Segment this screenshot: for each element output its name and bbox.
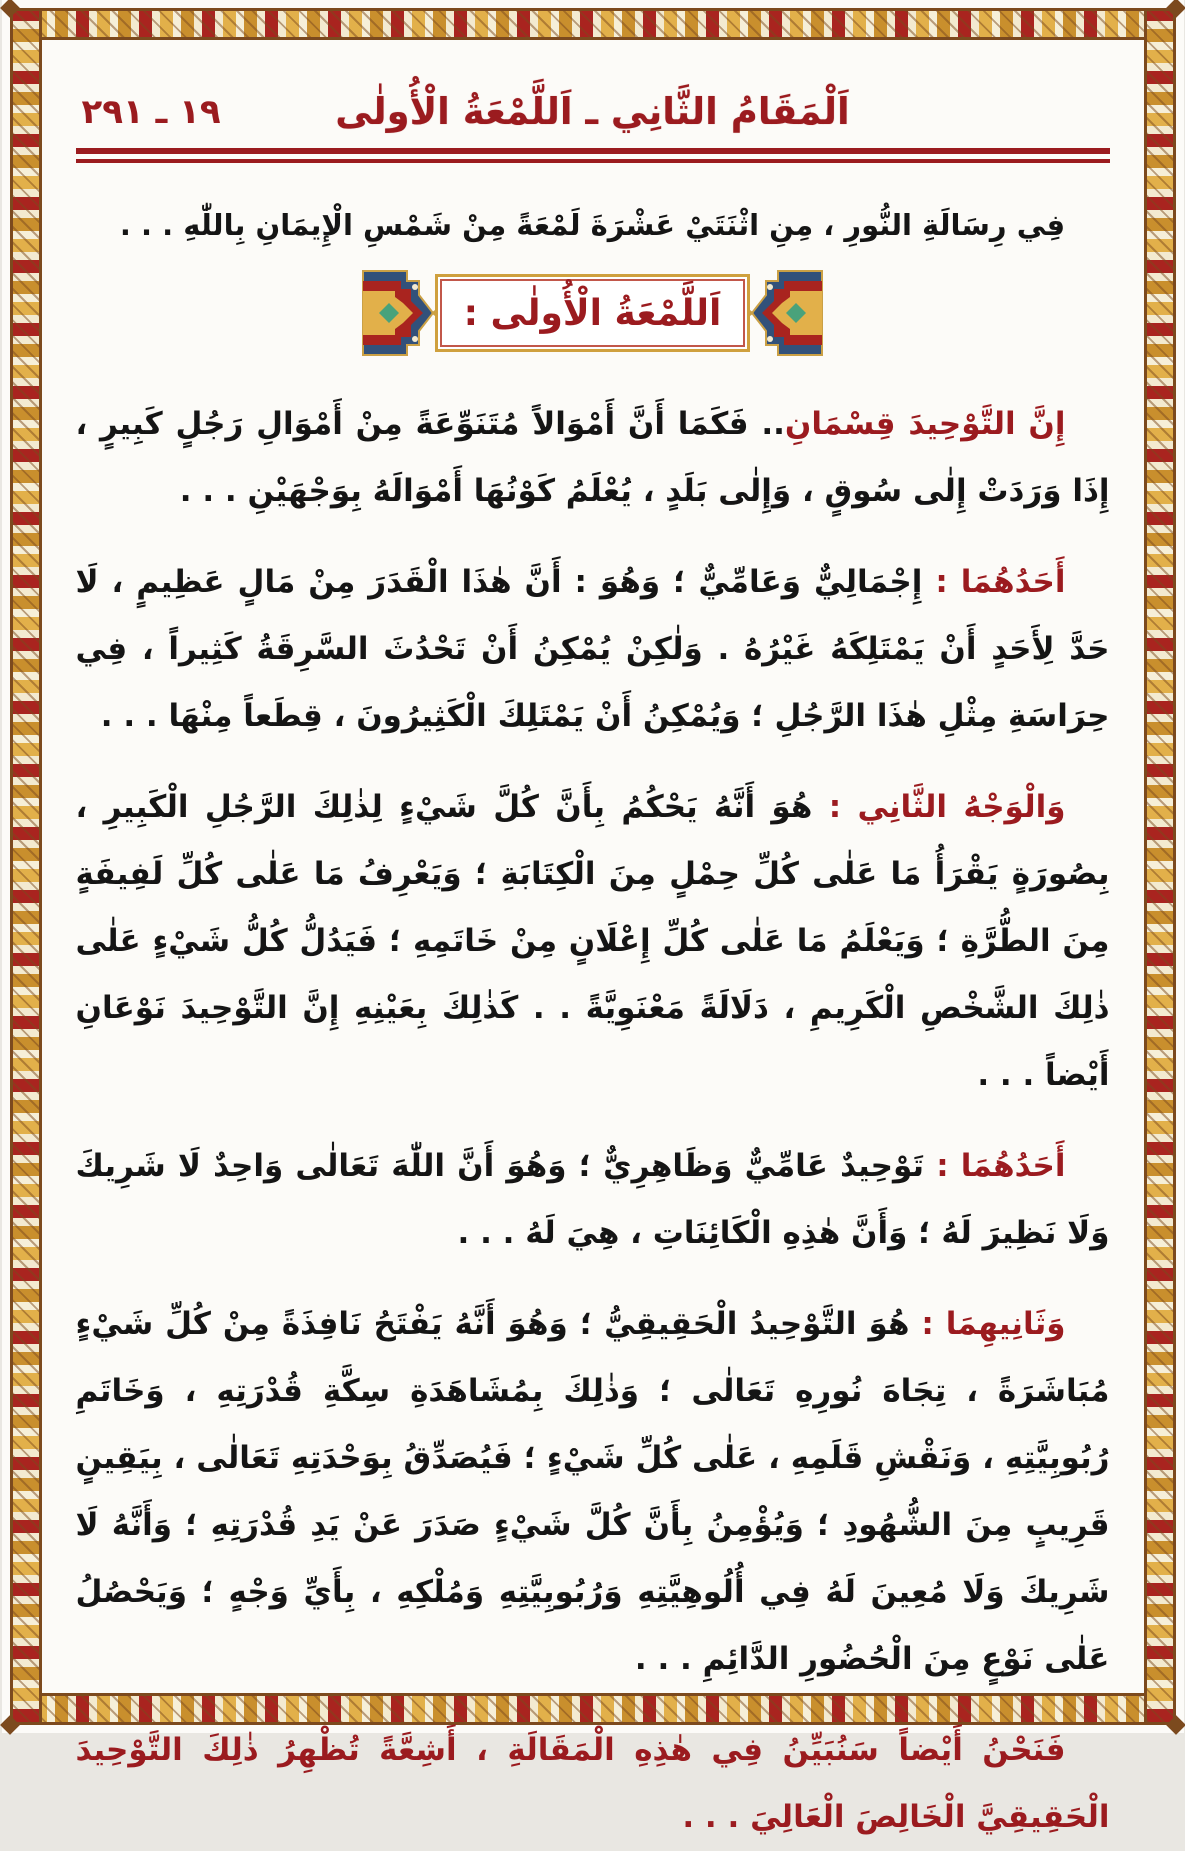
running-title: اَلْمَقَامُ الثَّانِي ـ اَللَّمْعَةُ الْأُولٰى [335, 90, 850, 133]
paragraph-body: تَوْحِيدٌ عَامِّيٌّ وَظَاهِرِيٌّ ؛ وَهُوَ أَنَّ اللّٰهَ تَعَالٰى وَاحِدٌ لَا شَرِيكَ وَلَا نَظِيرَ لَهُ ؛ وَأَنَّ هٰذِهِ الْكَائِنَاتِ ، هِيَ لَهُ . . . [75, 1148, 1110, 1251]
closing-paragraph [76, 1717, 1110, 1851]
frame-border-left [10, 8, 42, 1725]
arabesque-ornament-left-icon [744, 265, 822, 361]
paragraph-body: .. فَكَمَا أَنَّ أَمْوَالاً مُتَنَوِّعَةً مِنْ أَمْوَالِ رَجُلٍ كَبِيرٍ ، إِذَا وَرَدَتْ إِلٰى سُوقٍ ، وَإِلٰى بَلَدٍ ، يُعْلَمُ كَوْنُهَا أَمْوَالَهُ بِوَجْهَيْنِ . . . [75, 406, 1110, 509]
section-title: اَللَّمْعَةُ الْأُولٰى : [463, 292, 722, 334]
paragraph-lead: أَحَدُهُمَا : [936, 1148, 1066, 1184]
arabesque-ornament-right-icon [363, 265, 441, 361]
paragraph [76, 549, 1110, 750]
paragraph-lead: أَحَدُهُمَا : [935, 564, 1066, 600]
paragraph [76, 1291, 1110, 1693]
paragraph-lead: إِنَّ التَّوْحِيدَ قِسْمَانِ [784, 406, 1066, 442]
paragraph-body: إِجْمَالِيٌّ وَعَامِّيٌّ ؛ وَهُوَ : أَنَّ هٰذَا الْقَدَرَ مِنْ مَالٍ عَظِيمٍ ، لَا حَدَّ لِأَحَدٍ أَنْ يَمْتَلِكَهُ غَيْرُهُ . وَلٰكِنْ يُمْكِنُ أَنْ تَحْدُثَ السَّرِقَةُ كَثِيراً ، فِي حِرَاسَةِ مِثْلِ هٰذَا الرَّجُلِ ؛ وَيُمْكِنُ أَنْ يَمْتَلِكَ الْكَثِيرُونَ ، قِطَعاً مِنْهَا . . . [75, 564, 1110, 734]
paragraph [76, 774, 1110, 1109]
intro-line: فِي رِسَالَةِ النُّورِ ، مِنِ اثْنَتَيْ عَشْرَةَ لَمْعَةً مِنْ شَمْسِ الْإِيمَانِ بِاللّٰهِ . . . [119, 208, 1066, 242]
header-rule [76, 148, 1110, 163]
paragraph-body: فَنَحْنُ أَيْضاً سَنُبَيِّنُ فِي هٰذِهِ الْمَقَالَةِ ، أَشِعَّةً تُظْهِرُ ذٰلِكَ التَّوْحِيدَ الْحَقِيقِيَّ الْخَالِصَ الْعَالِيَ . . . [75, 1732, 1110, 1835]
frame-border-top [10, 8, 1176, 40]
paragraph-lead: وَالْوَجْهُ الثَّانِي : [828, 789, 1066, 825]
paragraph-body: هُوَ التَّوْحِيدُ الْحَقِيقِيُّ ؛ وَهُوَ أَنَّهُ يَفْتَحُ نَافِذَةً مِنْ كُلِّ شَيْءٍ مُبَاشَرَةً ، تِجَاهَ نُورِهِ تَعَالٰى ؛ وَذٰلِكَ بِمُشَاهَدَةِ سِكَّةِ قُدْرَتِهِ ، وَخَاتَمِ رُبُوبِيَّتِهِ ، وَنَقْشِ قَلَمِهِ ، عَلٰى كُلِّ شَيْءٍ ؛ فَيُصَدِّقُ بِوَحْدَتِهِ تَعَالٰى ، بِيَقِينٍ قَرِيبٍ مِنَ الشُّهُودِ ؛ وَيُؤْمِنُ بِأَنَّ كُلَّ شَيْءٍ صَدَرَ عَنْ يَدِ قُدْرَتِهِ ؛ وَأَنَّهُ لَا شَرِيكَ وَلَا مُعِينَ لَهُ فِي أُلُوهِيَّتِهِ وَرُبُوبِيَّتِهِ وَمُلْكِهِ ، بِأَيِّ وَجْهٍ ؛ وَيَحْصُلُ عَلٰى نَوْعٍ مِنَ الْحُضُورِ الدَّائِمِ . . . [75, 1306, 1110, 1677]
body-text [76, 391, 1110, 1851]
paragraph-lead: وَثَانِيهِمَا : [921, 1306, 1066, 1342]
frame-border-right [1144, 8, 1176, 1725]
paragraph [76, 1133, 1110, 1267]
page-content [75, 46, 1110, 1835]
section-title-box [435, 274, 751, 352]
book-page [2, 0, 1184, 1835]
paragraph-body: هُوَ أَنَّهُ يَحْكُمُ بِأَنَّ كُلَّ شَيْءٍ لِذٰلِكَ الرَّجُلِ الْكَبِيرِ ، بِصُورَةٍ يَقْرَأُ مَا عَلٰى كُلِّ حِمْلٍ مِنَ الْكِتَابَةِ ؛ وَيَعْرِفُ مَا عَلٰى كُلِّ لَفِيفَةٍ مِنَ الطُّرَّةِ ؛ وَيَعْلَمُ مَا عَلٰى كُلِّ إِعْلَانٍ مِنْ خَاتَمِهِ ؛ فَيَدُلُّ كُلُّ شَيْءٍ عَلٰى ذٰلِكَ الشَّخْصِ الْكَرِيمِ ، دَلَالَةً مَعْنَوِيَّةً . . كَذٰلِكَ بِعَيْنِهِ إِنَّ التَّوْحِيدَ نَوْعَانِ أَيْضاً . . . [75, 789, 1110, 1093]
page-number: ١٩ ـ ٢٩١ [81, 92, 221, 132]
section-cartouche [76, 265, 1110, 361]
page-header [76, 76, 1110, 148]
paragraph [76, 391, 1110, 525]
